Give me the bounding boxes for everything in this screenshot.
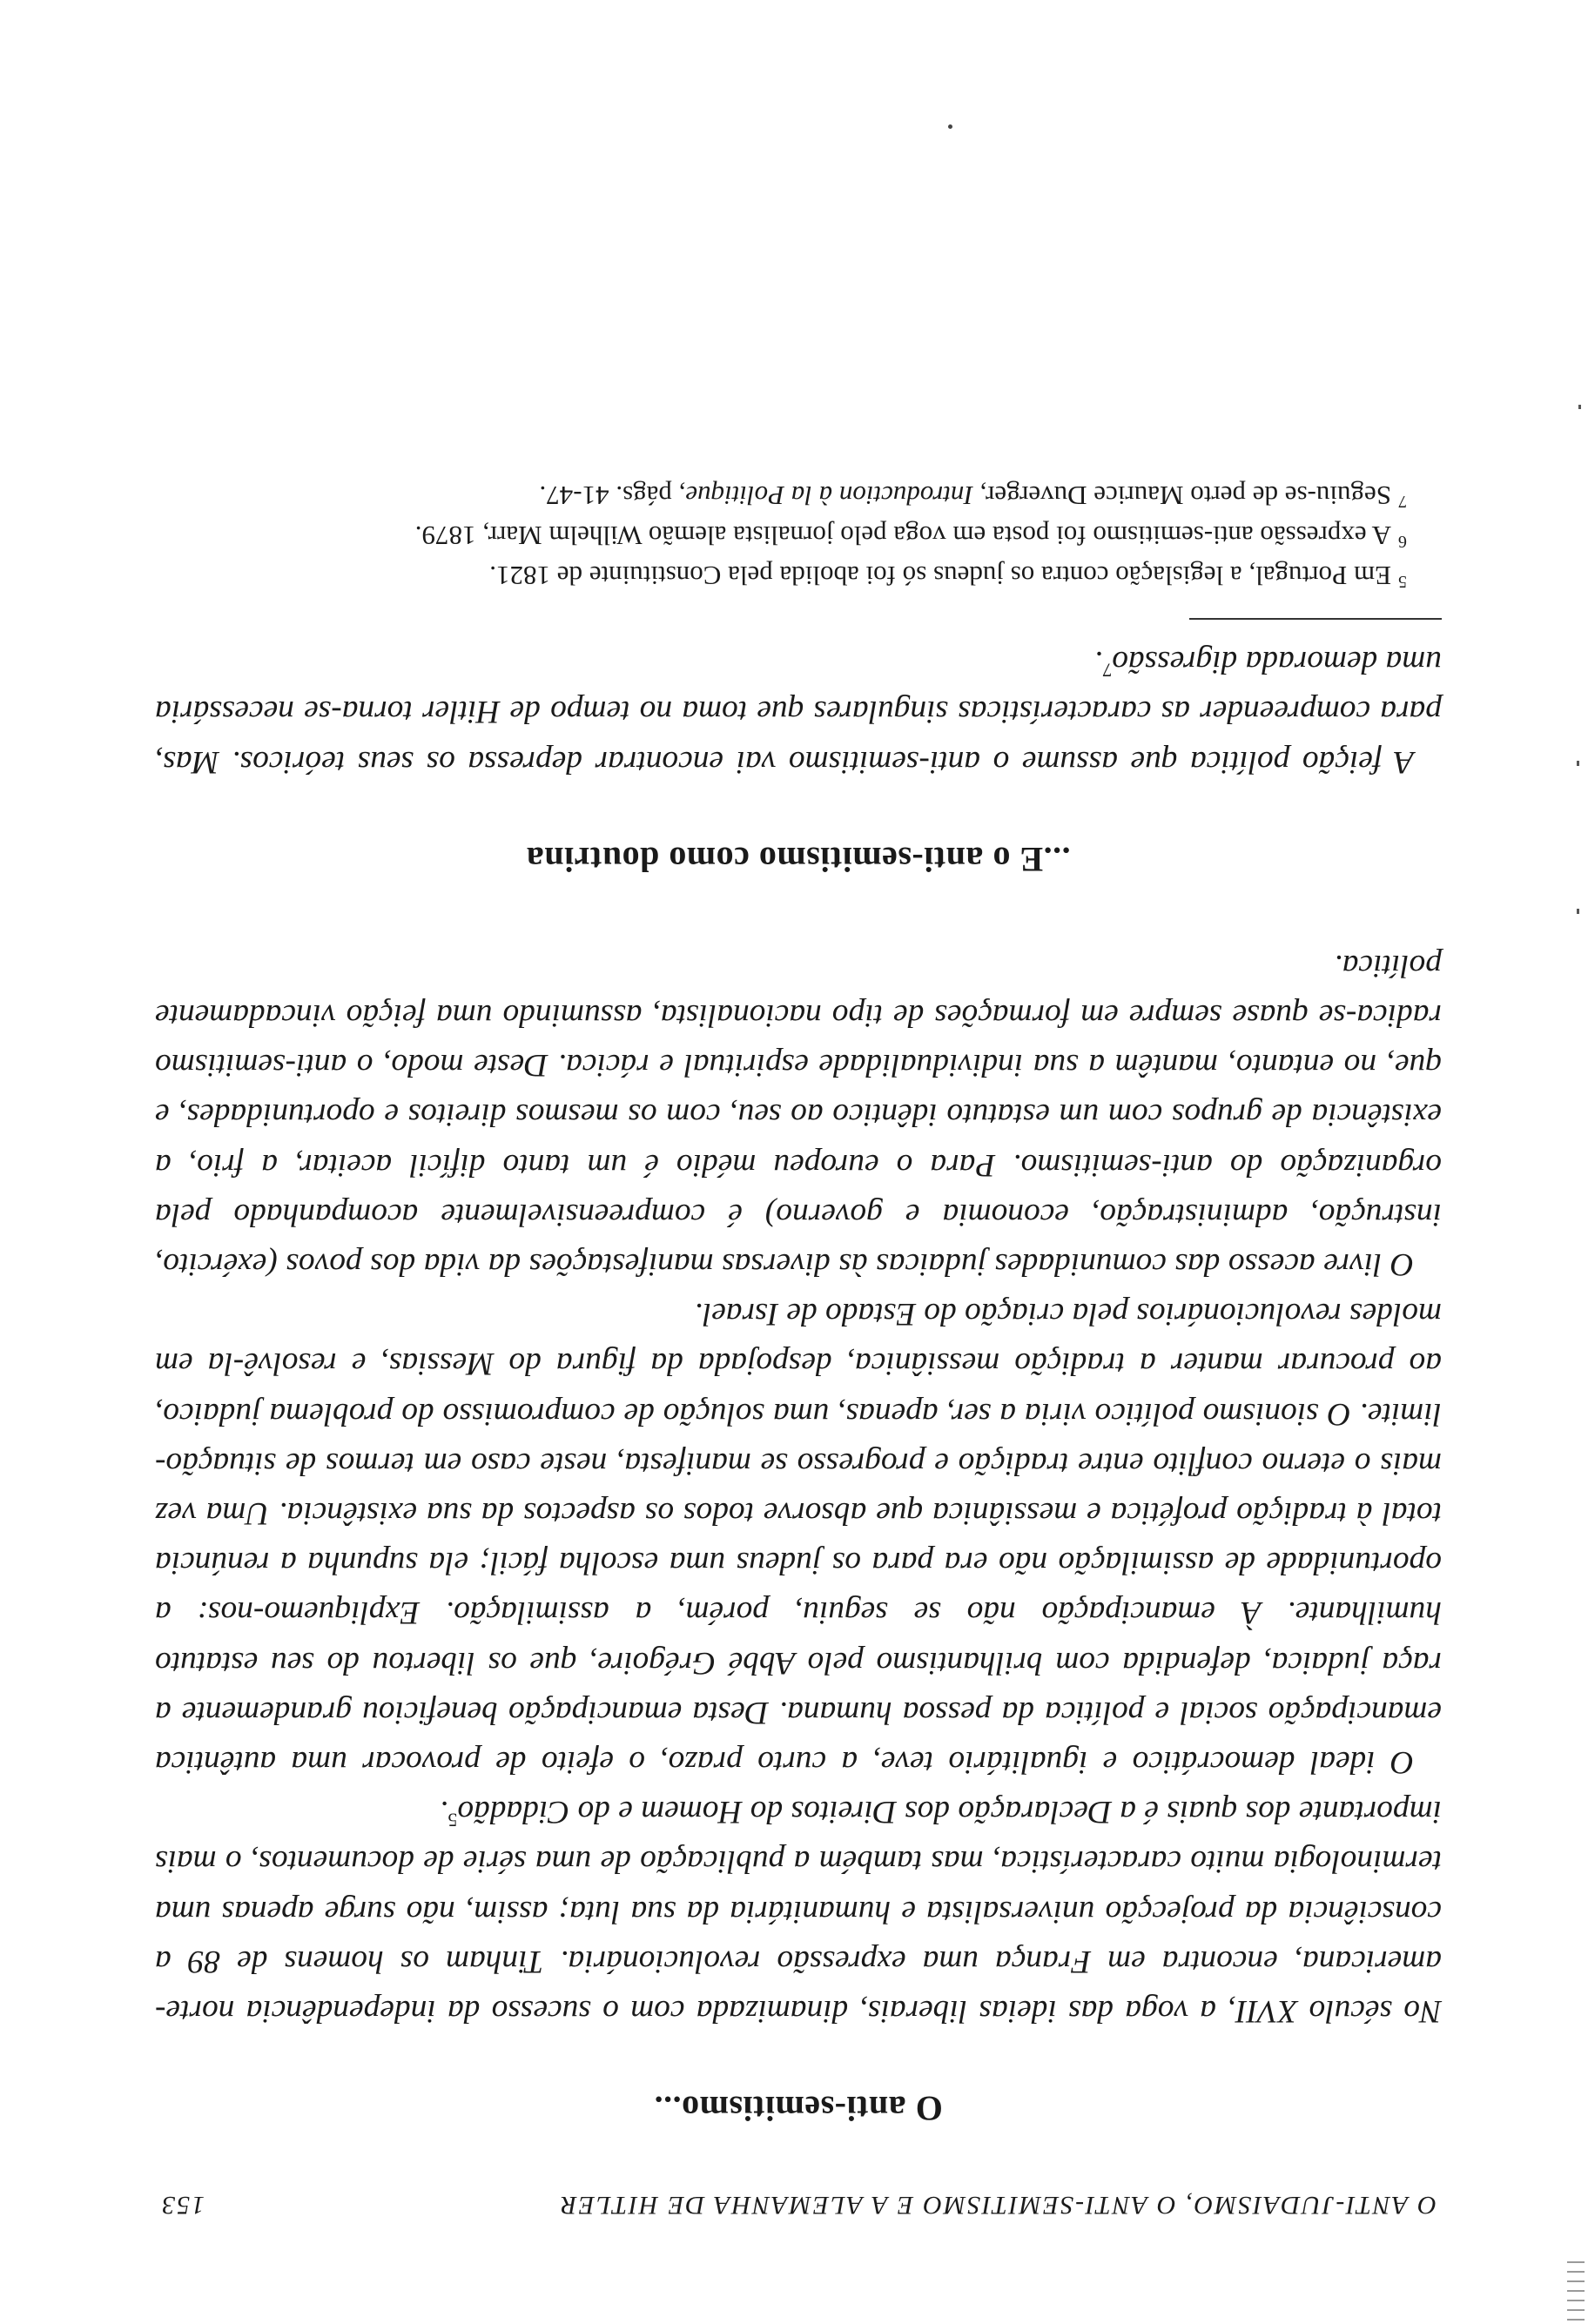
footnote-7-text-after: , págs. 41-47. <box>539 480 686 511</box>
footnote-5 <box>155 555 1442 595</box>
paragraph-2: O ideal democrático e igualitário teve, a curto prazo, o efeito de provocar uma autêntica emancipação social e política da pessoa humana. Desta emancipação beneficiou grandemente a raça judaica, defendida com brilhantismo pelo Abbé Grégoire, que os libertou do seu estatuto humilhante. À emancipação não se seguiu, porém, a assimilação. Expliquemo-nos: a oportunidade de assimilação não era para os judeus uma escolha fácil; ela supunha a renúncia total à tradição profética e messiânica que absorve todos os aspectos da sua existência. Uma vez mais o eterno conflito entre tradição e progresso se manifesta, neste caso em termos de situação-limite. O sionismo político viria a ser, apenas, uma solução de compromisso do problema judaico, ao procurar manter a tradição messiânica, despojada da figura do Messias, e resolvê-la em moldes revolucionários pela criação do Estado de Israel. <box>155 1296 1442 1780</box>
page-content <box>155 475 1442 2220</box>
scan-edge-mark <box>1578 405 1581 409</box>
section-title-anti-semitismo: O anti-semitismo... <box>654 2089 943 2128</box>
paragraph-4-end: . <box>1093 644 1103 681</box>
paragraph-3: O livre acesso das comunidades judaicas às diversas manifestações da vida dos povos (exército, instrução, administração, economia e governo) é compreensivelmente acompanhado pela organização do anti-semitismo. Para o europeu médio é um tanto difícil aceitar, a frio, a existência de grupos com um estatuto idêntico ao seu, com os mesmos direitos e oportunidades, e que, no entanto, mantêm a sua individualidade espiritual e rácica. Deste modo, o anti-semitismo radica-se quase sempre em formações de tipo nacionalista, assumindo uma feição vincadamente política. <box>155 947 1442 1282</box>
page-number: 153 <box>160 2191 205 2220</box>
section-title-doutrina: ...E o anti-semitismo como doutrina <box>526 839 1071 879</box>
footnote-6-text: A expressão anti-semitismo foi posta em voga pelo jornalista alemão Wilhelm Marr, 1879. <box>414 520 1391 551</box>
footnote-ref-7: 7 <box>1102 659 1113 682</box>
footnote-6-number: 6 <box>1398 532 1407 552</box>
footnote-7 <box>155 475 1442 515</box>
footnote-5-text: Em Portugal, a legislação contra os judeus só foi abolida pela Constituinte de 1821. <box>489 560 1391 591</box>
footnote-7-book-title: Introduction à la Politique <box>685 480 973 511</box>
footnote-6 <box>155 515 1442 555</box>
paragraph-1-text: No século XVII, a voga das ideias liberais, dinamizada com o sucesso da independência norte-americana, encontra em França uma expressão revolucionária. Tinham os homens de 89 a consciência da projecção universalista e humanitária da sua luta; assim, não surge apenas uma terminologia muito característica, mas também a publicação de uma série de documentos, o mais importante dos quais é a Declaração dos Direitos do Homem e do Cidadão <box>155 1794 1442 2029</box>
footnote-7-text-before: Seguiu-se de perto Maurice Duverger, <box>972 480 1391 511</box>
paragraph-1 <box>155 1787 1442 2036</box>
paragraph-4-text: A feição política que assume o anti-semitismo vai encontrar depressa os seus teóricos. Mas, para compreender as características singulares que toma no tempo de Hitler torna-se necessária uma demorada digressão <box>155 644 1442 780</box>
scan-edge-marks <box>1567 2253 1585 2321</box>
footnote-divider <box>1189 618 1442 620</box>
footnote-ref-5: 5 <box>447 1809 458 1831</box>
scan-speck <box>948 124 952 129</box>
scan-edge-mark <box>1577 761 1579 766</box>
scan-edge-mark <box>1577 909 1579 914</box>
footnote-5-number: 5 <box>1398 572 1407 592</box>
paragraph-1-end: . <box>440 1794 448 1830</box>
paragraph-4 <box>155 637 1442 787</box>
running-head <box>155 2190 1442 2220</box>
footnote-7-number: 7 <box>1398 492 1407 512</box>
running-head-title: O ANTI-JUDAISMO, O ANTI-SEMITISMO E A ALEMANHA DE HITLER <box>559 2191 1437 2220</box>
